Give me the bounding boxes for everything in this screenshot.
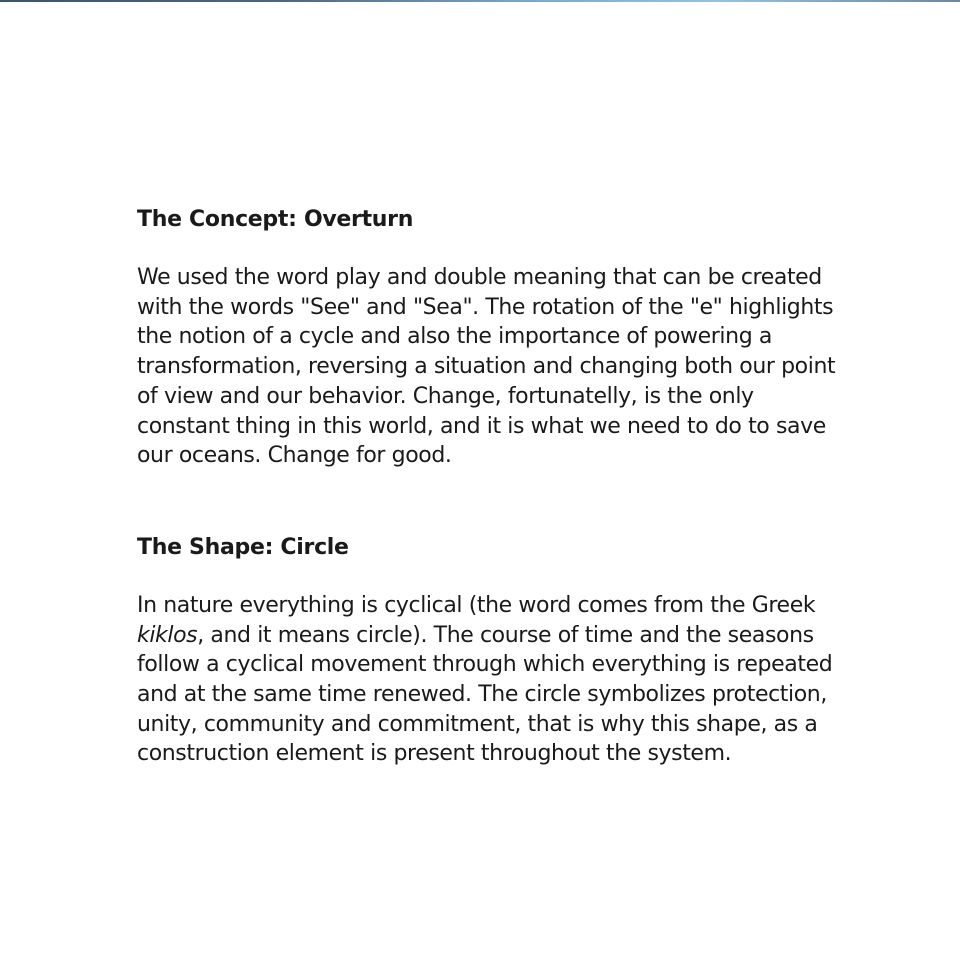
top-divider-line bbox=[0, 0, 960, 2]
shape-heading: The Shape: Circle bbox=[137, 534, 349, 560]
shape-section bbox=[137, 532, 837, 769]
concept-section bbox=[137, 204, 837, 471]
shape-paragraph-start: In nature everything is cyclical (the word comes from the Greek bbox=[137, 592, 816, 618]
document-content bbox=[137, 204, 837, 769]
shape-paragraph bbox=[137, 591, 837, 769]
shape-paragraph-end: , and it means circle). The course of time and the seasons follow a cyclical movement through which everything is repeated and at the same time renewed. The circle symbolizes protection, unity, community and commitment, that is why this shape, as a construction element is present throughout the system. bbox=[137, 622, 833, 767]
concept-heading: The Concept: Overturn bbox=[137, 207, 414, 232]
greek-word-kiklos: kiklos bbox=[137, 622, 198, 648]
concept-paragraph: We used the word play and double meaning that can be created with the words "See" and "Sea". The rotation of the "e" highlights the notion of a cycle and also the importance of powering a transformation, reversing a situation and changing both our point of view and our behavior. Change, fortunatelly, is the only constant thing in this world, and it is what we need to do to save our oceans. Change for good. bbox=[137, 265, 836, 469]
